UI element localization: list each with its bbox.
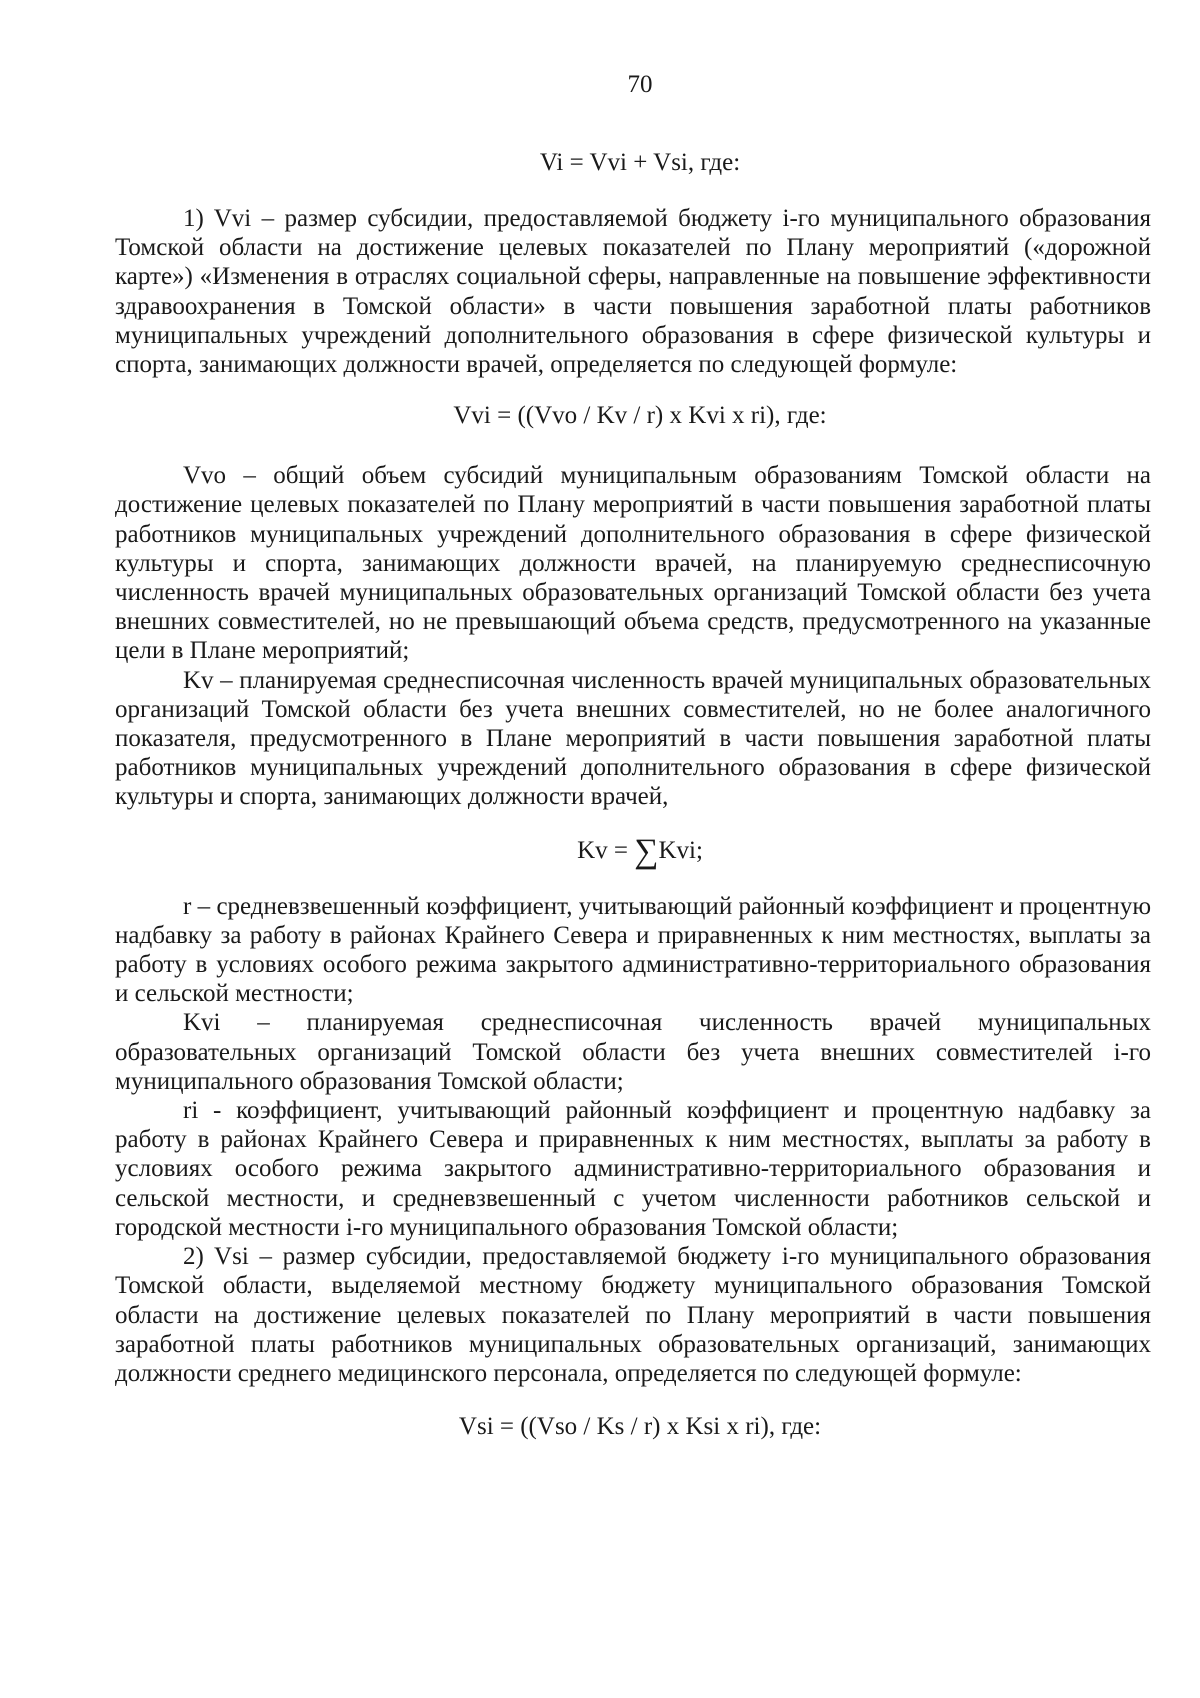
paragraph-vvi-definition: 1) Vvi – размер субсидии, предоставляемой бюджету i-го муниципального образования Томской области на достижение целевых показателей по Плану мероприятий («дорожной карте») «Изменения в отраслях социальной сферы, направленные на повышение эффективности здравоохранения в Томской области» в части повышения заработной платы работников муниципальных учреждений дополнительного образования в сфере физической культуры и спорта, занимающих должности врачей, определяется по следующей формуле: (115, 205, 1151, 379)
page-number: 70 (627, 71, 653, 98)
formula-vi: Vi = Vvi + Vsi, где: (539, 149, 741, 176)
formula-kv (115, 832, 1151, 870)
paragraph-kv: Kv – планируемая среднесписочная численность врачей муниципальных образовательных организаций Томской области без учета внешних совместителей, но не более аналогичного показателя, предусмотренного в Плане мероприятий в части повышения заработной платы работников муниципальных учреждений дополнительного образования в сфере физической культуры и спорта, занимающих должности врачей, (115, 666, 1151, 811)
formula-kv-right: Kvi; (658, 836, 703, 864)
paragraph-vvo: Vvo – общий объем субсидий муниципальным образованиям Томской области на достижение целевых показателей по Плану мероприятий в части повышения заработной платы работников муниципальных учреждений дополнительного образования в сфере физической культуры и спорта, занимающих должности врачей, на планируемую среднесписочную численность врачей муниципальных образовательных организаций Томской области без учета внешних совместителей, но не превышающий объема средств, предусмотренного на указанные цели в Плане мероприятий; (115, 462, 1151, 665)
sum-symbol: ∑ (634, 832, 659, 870)
formula-kv-left: Kv = (577, 836, 635, 864)
formula-vsi: Vsi = ((Vso / Ks / r) x Ksi x ri), где: (458, 1413, 822, 1441)
paragraph-ri: ri - коэффициент, учитывающий районный коэффициент и процентную надбавку за работу в районах Крайнего Севера и приравненных к ним местностях, выплаты за работу в условиях особого режима закрытого административно-территориального образования и сельской местности, и средневзвешенный с учетом численности работников сельской и городской местности i-го муниципального образования Томской области; (115, 1097, 1151, 1241)
paragraph-vsi-definition: 2) Vsi – размер субсидии, предоставляемой бюджету i-го муниципального образования Томской области, выделяемой местному бюджету муниципального образования Томской области на достижение целевых показателей по Плану мероприятий в части повышения заработной платы работников муниципальных образовательных организаций, занимающих должности среднего медицинского персонала, определяется по следующей формуле: (115, 1243, 1151, 1387)
formula-vvi: Vvi = ((Vvo / Kv / r) x Kvi x ri), где: (453, 402, 827, 430)
paragraph-r: r – средневзвешенный коэффициент, учитывающий районный коэффициент и процентную надбавку за работу в районах Крайнего Севера и приравненных к ним местностях, выплаты за работу в условиях особого режима закрытого административно-территориального образования и сельской местности; (115, 892, 1151, 1008)
paragraph-kvi: Kvi – планируемая среднесписочная численность врачей муниципальных образовательных организаций Томской области без учета внешних совместителей i-го муниципального образования Томской области; (115, 1009, 1151, 1095)
